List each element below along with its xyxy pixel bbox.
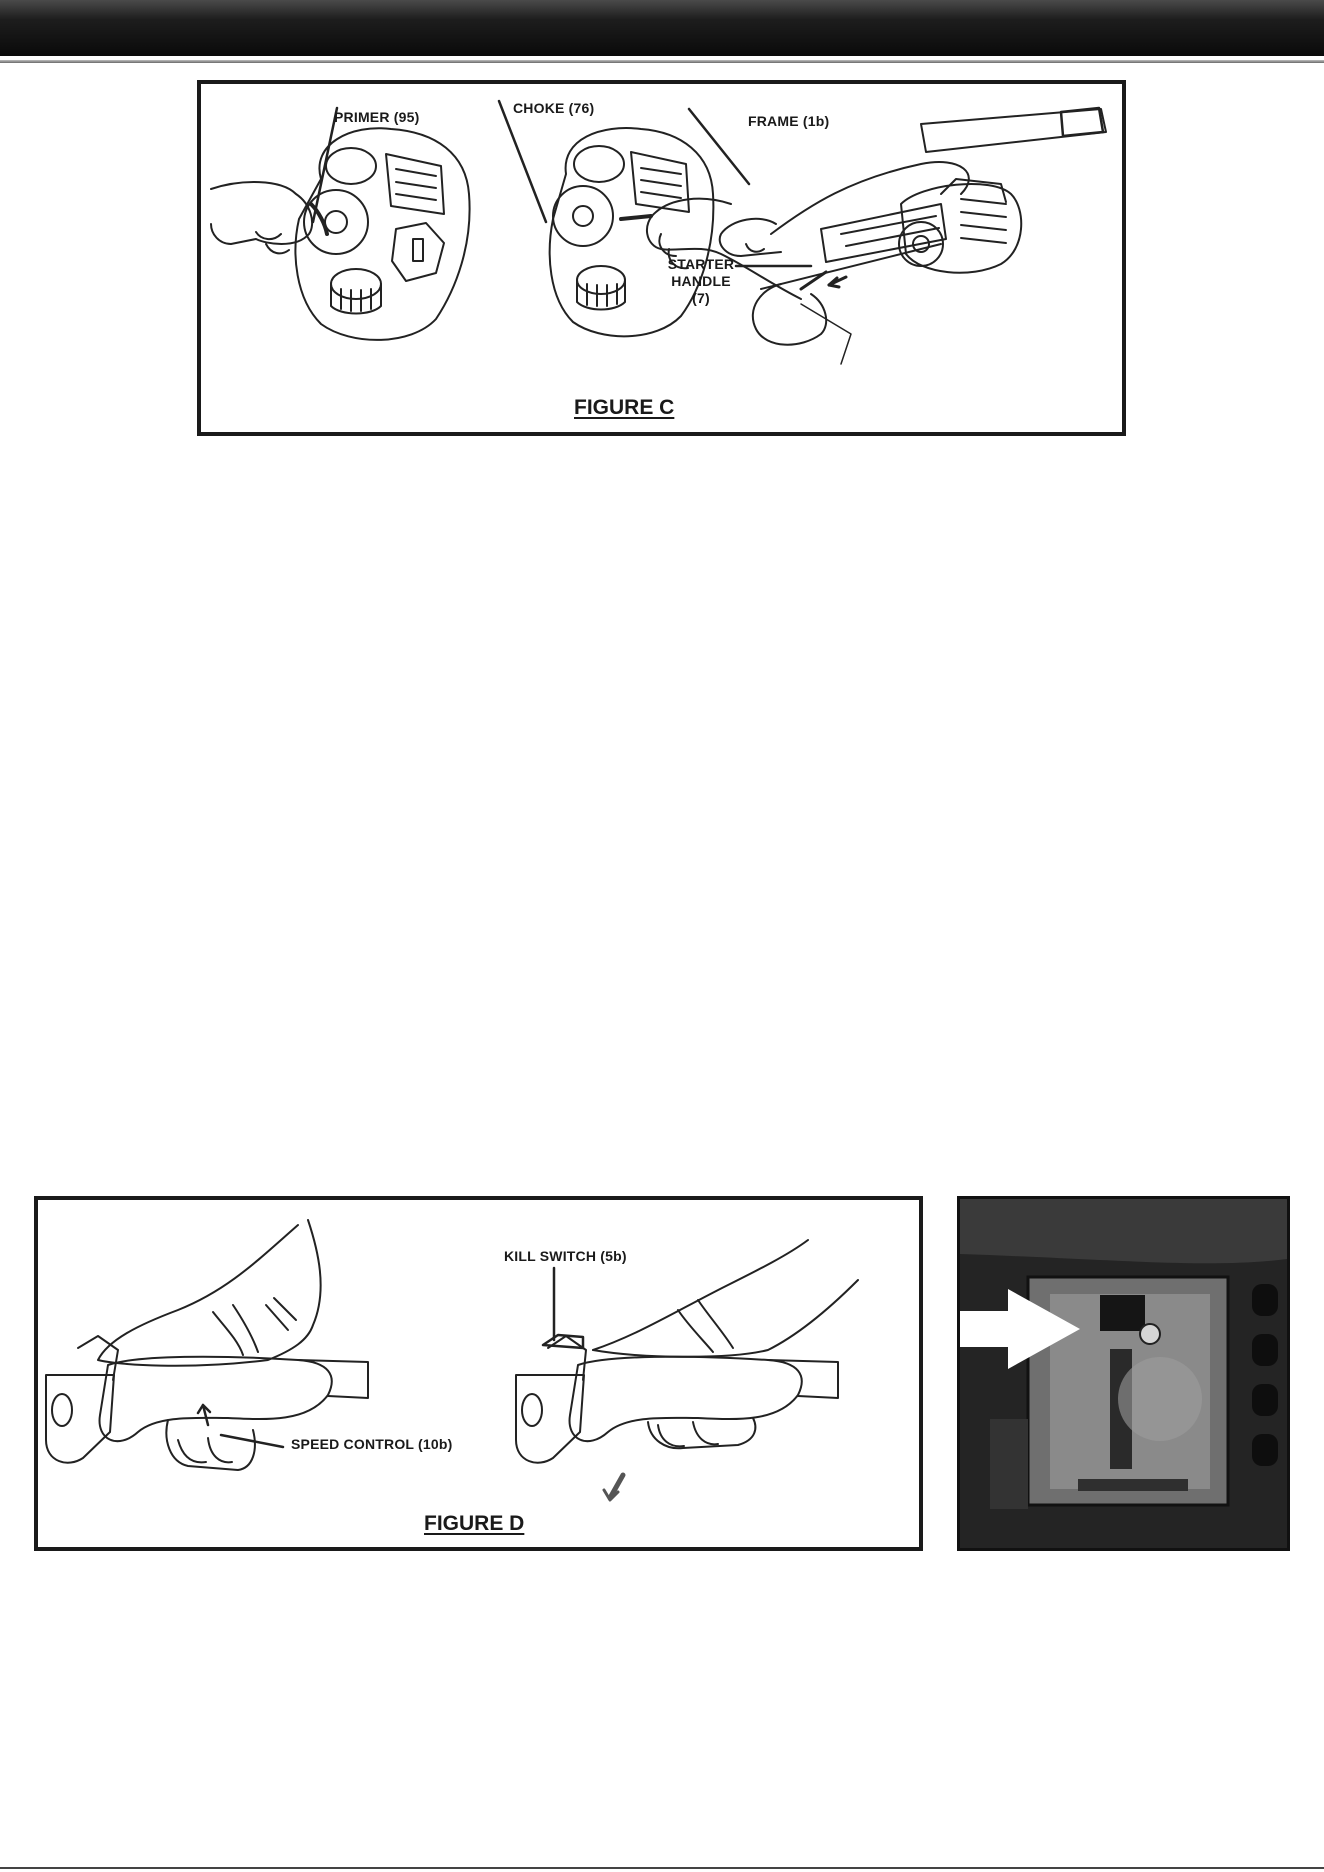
- starter-handle-label: [661, 256, 741, 307]
- choke-label: CHOKE (76): [513, 100, 595, 116]
- figure-d-panel: [34, 1196, 923, 1551]
- header-divider: [0, 60, 1324, 63]
- figure-c-panel: [197, 80, 1126, 436]
- handle-grip-right: [516, 1240, 858, 1500]
- starter-label-line3: (7): [692, 290, 710, 306]
- starter-label-line1: STARTER: [667, 256, 735, 272]
- figure-c-caption: FIGURE C: [574, 396, 675, 419]
- engine-view-primer: [211, 128, 470, 340]
- frame-label: FRAME (1b): [748, 113, 830, 129]
- engine-view-starter: [720, 108, 1106, 364]
- bottom-rule: [0, 1867, 1324, 1869]
- starter-label-line2: HANDLE: [671, 273, 731, 289]
- handle-grip-left: [46, 1220, 368, 1470]
- kill-switch-label: KILL SWITCH (5b): [504, 1248, 627, 1264]
- speed-control-label: SPEED CONTROL (10b): [291, 1436, 453, 1452]
- kill-switch-photo: [957, 1196, 1290, 1551]
- photo-illustration: [960, 1199, 1287, 1548]
- figure-d-illustration: [38, 1200, 919, 1547]
- primer-label: PRIMER (95): [334, 109, 420, 125]
- header-bar: [0, 0, 1324, 56]
- figure-d-caption: FIGURE D: [424, 1512, 525, 1535]
